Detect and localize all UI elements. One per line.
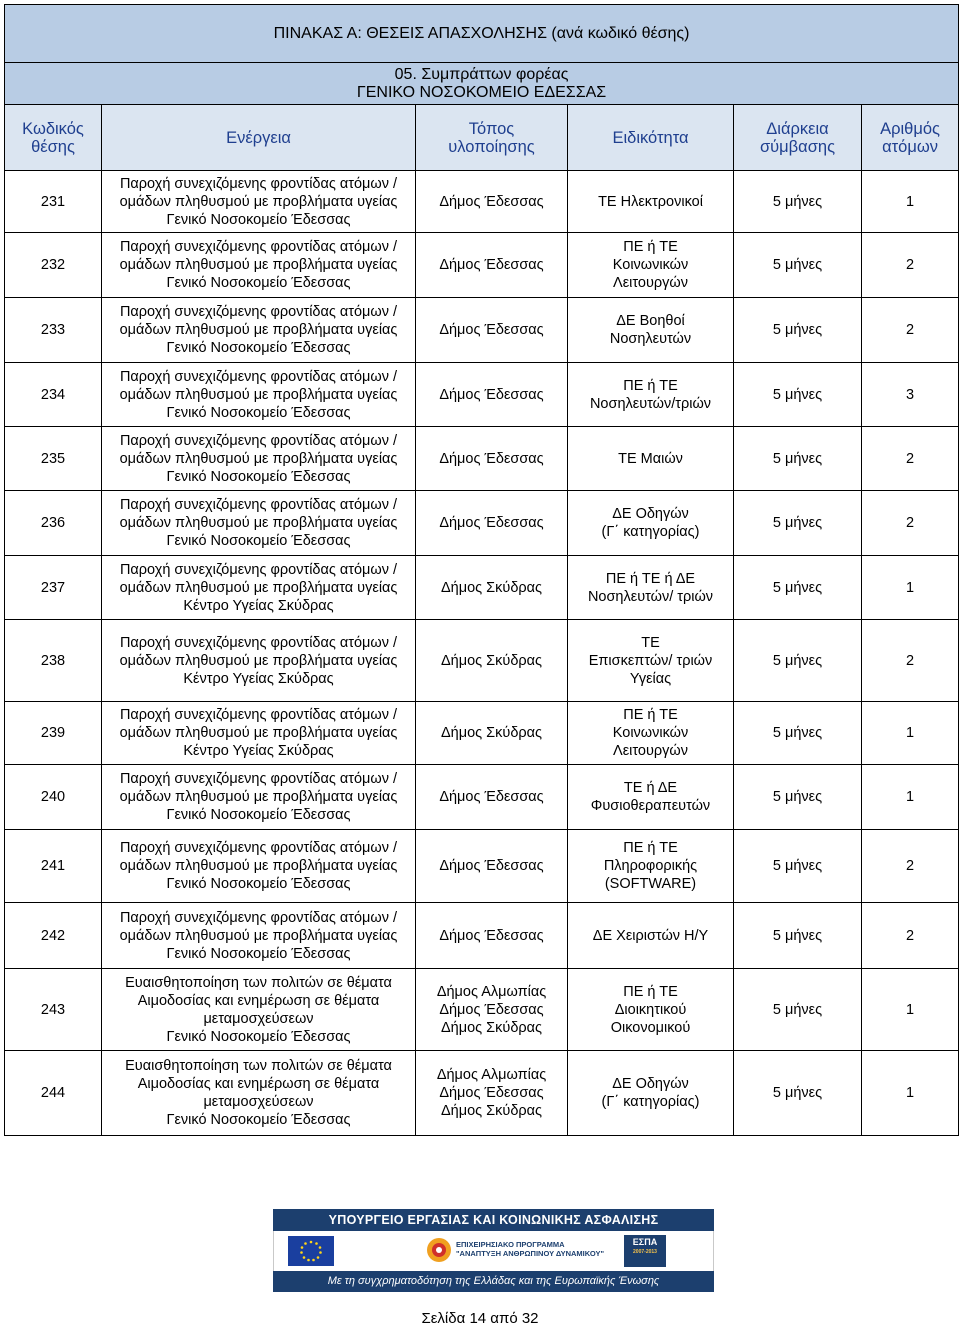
cell-count: 1 [862,765,959,830]
cell-count: 1 [862,1051,959,1136]
cell-activity: Παροχή συνεχιζόμενης φροντίδας ατόμων / ομάδων πληθυσμού με προβλήματα υγείας Κέντρο Υγείας Σκύδρας [102,702,416,765]
cell-code: 232 [5,233,102,298]
cell-count: 1 [862,702,959,765]
table-row [5,171,959,233]
cell-specialty: ΤΕ Επισκεπτών/ τριών Υγείας [568,620,734,702]
cell-duration: 5 μήνες [734,298,862,363]
table-row [5,233,959,298]
cell-count: 2 [862,427,959,491]
cell-duration: 5 μήνες [734,171,862,233]
page-number: Σελίδα 14 από 32 [421,1310,539,1327]
cell-specialty: ΔΕ Χειριστών Η/Υ [568,903,734,969]
table-row [5,427,959,491]
cell-place: Δήμος Έδεσσας [416,903,568,969]
cell-code: 241 [5,830,102,903]
espa-logo: ΕΣΠΑ 2007-2013 [624,1235,666,1267]
cell-specialty: ΠΕ ή ΤΕ ή ΔΕ Νοσηλευτών/ τριών [568,556,734,620]
cell-count: 2 [862,620,959,702]
table-row [5,903,959,969]
cell-count: 2 [862,491,959,556]
header-place: Τόπος υλοποίησης [416,105,568,171]
cell-specialty: ΤΕ Μαιών [568,427,734,491]
cell-place: Δήμος Έδεσσας [416,427,568,491]
cell-code: 236 [5,491,102,556]
cell-duration: 5 μήνες [734,491,862,556]
cell-activity: Παροχή συνεχιζόμενης φροντίδας ατόμων / ομάδων πληθυσμού με προβλήματα υγείας Γενικό Νοσοκομείο Έδεσσας [102,765,416,830]
cell-duration: 5 μήνες [734,556,862,620]
cell-place: Δήμος Έδεσσας [416,765,568,830]
cell-code: 233 [5,298,102,363]
cell-place: Δήμος Έδεσσας [416,491,568,556]
cell-activity: Παροχή συνεχιζόμενης φροντίδας ατόμων / ομάδων πληθυσμού με προβλήματα υγείας Γενικό Νοσοκομείο Έδεσσας [102,298,416,363]
subtitle-line-2: ΓΕΝΙΚΟ ΝΟΣΟΚΟΜΕΙΟ ΕΔΕΣΣΑΣ [356,83,607,101]
table-row [5,556,959,620]
cell-activity: Παροχή συνεχιζόμενης φροντίδας ατόμων / ομάδων πληθυσμού με προβλήματα υγείας Γενικό Νοσοκομείο Έδεσσας [102,171,416,233]
program-logo-banner [273,1209,714,1292]
cell-duration: 5 μήνες [734,1051,862,1136]
cell-count: 1 [862,171,959,233]
cell-duration: 5 μήνες [734,969,862,1051]
subtitle-line-1: 05. Συμπράττων φορέας [394,65,569,83]
table-row [5,765,959,830]
eu-flag-icon [288,1236,334,1266]
cell-duration: 5 μήνες [734,830,862,903]
table-row [5,1051,959,1136]
cell-duration: 5 μήνες [734,363,862,427]
cell-activity: Παροχή συνεχιζόμενης φροντίδας ατόμων / ομάδων πληθυσμού με προβλήματα υγείας Κέντρο Υγείας Σκύδρας [102,556,416,620]
cell-code: 244 [5,1051,102,1136]
table-title: ΠΙΝΑΚΑΣ Α: ΘΕΣΕΙΣ ΑΠΑΣΧΟΛΗΣΗΣ (ανά κωδικό θέσης) [5,5,959,63]
cell-count: 2 [862,903,959,969]
table-subtitle [5,63,959,105]
positions-table [4,4,959,1136]
cell-activity: Παροχή συνεχιζόμενης φροντίδας ατόμων / ομάδων πληθυσμού με προβλήματα υγείας Γενικό Νοσοκομείο Έδεσσας [102,491,416,556]
program-name: ΕΠΙΧΕΙΡΗΣΙΑΚΟ ΠΡΟΓΡΑΜΜΑ "ΑΝΑΠΤΥΞΗ ΑΝΘΡΩΠΙΝΟΥ ΔΥΝΑΜΙΚΟΥ" [456,1240,605,1258]
header-activity: Ενέργεια [102,105,416,171]
cofinancing-banner: Με τη συγχρηματοδότηση της Ελλάδας και της Ευρωπαϊκής Ένωσης [273,1271,714,1292]
header-duration: Διάρκεια σύμβασης [734,105,862,171]
cell-code: 231 [5,171,102,233]
table-row [5,491,959,556]
cell-activity: Ευαισθητοποίηση των πολιτών σε θέματα Αιμοδοσίας και ενημέρωση σε θέματα μεταμοσχεύσεων Γενικό Νοσοκομείο Έδεσσας [102,969,416,1051]
table-row [5,620,959,702]
cell-place: Δήμος Έδεσσας [416,830,568,903]
cell-count: 2 [862,233,959,298]
cell-specialty: ΠΕ ή ΤΕ Κοινωνικών Λειτουργών [568,233,734,298]
cell-specialty: ΔΕ Βοηθοί Νοσηλευτών [568,298,734,363]
cell-specialty: ΠΕ ή ΤΕ Κοινωνικών Λειτουργών [568,702,734,765]
table-row [5,702,959,765]
cell-specialty: ΔΕ Οδηγών (Γ΄ κατηγορίας) [568,491,734,556]
cell-count: 1 [862,556,959,620]
cell-count: 1 [862,969,959,1051]
cell-place: Δήμος Έδεσσας [416,363,568,427]
table-row [5,363,959,427]
table-row [5,969,959,1051]
cell-specialty: ΠΕ ή ΤΕ Πληροφορικής (SOFTWARE) [568,830,734,903]
header-code: Κωδικός θέσης [5,105,102,171]
cell-activity: Παροχή συνεχιζόμενης φροντίδας ατόμων / ομάδων πληθυσμού με προβλήματα υγείας Γενικό Νοσοκομείο Έδεσσας [102,363,416,427]
table-row [5,298,959,363]
cell-activity: Παροχή συνεχιζόμενης φροντίδας ατόμων / ομάδων πληθυσμού με προβλήματα υγείας Γενικό Νοσοκομείο Έδεσσας [102,233,416,298]
cell-duration: 5 μήνες [734,620,862,702]
cell-code: 242 [5,903,102,969]
cell-specialty: ΔΕ Οδηγών (Γ΄ κατηγορίας) [568,1051,734,1136]
cell-specialty: ΤΕ ή ΔΕ Φυσιοθεραπευτών [568,765,734,830]
cell-place: Δήμος Αλμωπίας Δήμος Έδεσσας Δήμος Σκύδρας [416,1051,568,1136]
header-specialty: Ειδικότητα [568,105,734,171]
cell-place: Δήμος Αλμωπίας Δήμος Έδεσσας Δήμος Σκύδρας [416,969,568,1051]
cell-activity: Παροχή συνεχιζόμενης φροντίδας ατόμων / ομάδων πληθυσμού με προβλήματα υγείας Γενικό Νοσοκομείο Έδεσσας [102,903,416,969]
cell-duration: 5 μήνες [734,233,862,298]
column-headers [5,105,959,171]
cell-specialty: ΤΕ Ηλεκτρονικοί [568,171,734,233]
cell-code: 237 [5,556,102,620]
cell-place: Δήμος Σκύδρας [416,620,568,702]
cell-code: 234 [5,363,102,427]
cell-duration: 5 μήνες [734,903,862,969]
cell-activity: Παροχή συνεχιζόμενης φροντίδας ατόμων / ομάδων πληθυσμού με προβλήματα υγείας Γενικό Νοσοκομείο Έδεσσας [102,427,416,491]
cell-duration: 5 μήνες [734,427,862,491]
cell-code: 239 [5,702,102,765]
cell-activity: Ευαισθητοποίηση των πολιτών σε θέματα Αιμοδοσίας και ενημέρωση σε θέματα μεταμοσχεύσεων Γενικό Νοσοκομείο Έδεσσας [102,1051,416,1136]
cell-code: 235 [5,427,102,491]
cell-count: 2 [862,830,959,903]
cell-specialty: ΠΕ ή ΤΕ Διοικητικού Οικονομικού [568,969,734,1051]
cell-count: 2 [862,298,959,363]
cell-activity: Παροχή συνεχιζόμενης φροντίδας ατόμων / ομάδων πληθυσμού με προβλήματα υγείας Κέντρο Υγείας Σκύδρας [102,620,416,702]
cell-count: 3 [862,363,959,427]
table-body [5,171,959,1136]
cell-duration: 5 μήνες [734,765,862,830]
program-symbol-icon [426,1237,452,1263]
cell-activity: Παροχή συνεχιζόμενης φροντίδας ατόμων / ομάδων πληθυσμού με προβλήματα υγείας Γενικό Νοσοκομείο Έδεσσας [102,830,416,903]
cell-place: Δήμος Έδεσσας [416,171,568,233]
cell-place: Δήμος Έδεσσας [416,233,568,298]
cell-code: 238 [5,620,102,702]
cell-place: Δήμος Έδεσσας [416,298,568,363]
cell-place: Δήμος Σκύδρας [416,556,568,620]
cell-code: 240 [5,765,102,830]
cell-place: Δήμος Σκύδρας [416,702,568,765]
logo-strip [273,1231,714,1271]
table-row [5,830,959,903]
cell-specialty: ΠΕ ή ΤΕ Νοσηλευτών/τριών [568,363,734,427]
header-count: Αριθμός ατόμων [862,105,959,171]
cell-duration: 5 μήνες [734,702,862,765]
ministry-banner: ΥΠΟΥΡΓΕΙΟ ΕΡΓΑΣΙΑΣ ΚΑΙ ΚΟΙΝΩΝΙΚΗΣ ΑΣΦΑΛΙΣΗΣ [273,1209,714,1231]
cell-code: 243 [5,969,102,1051]
